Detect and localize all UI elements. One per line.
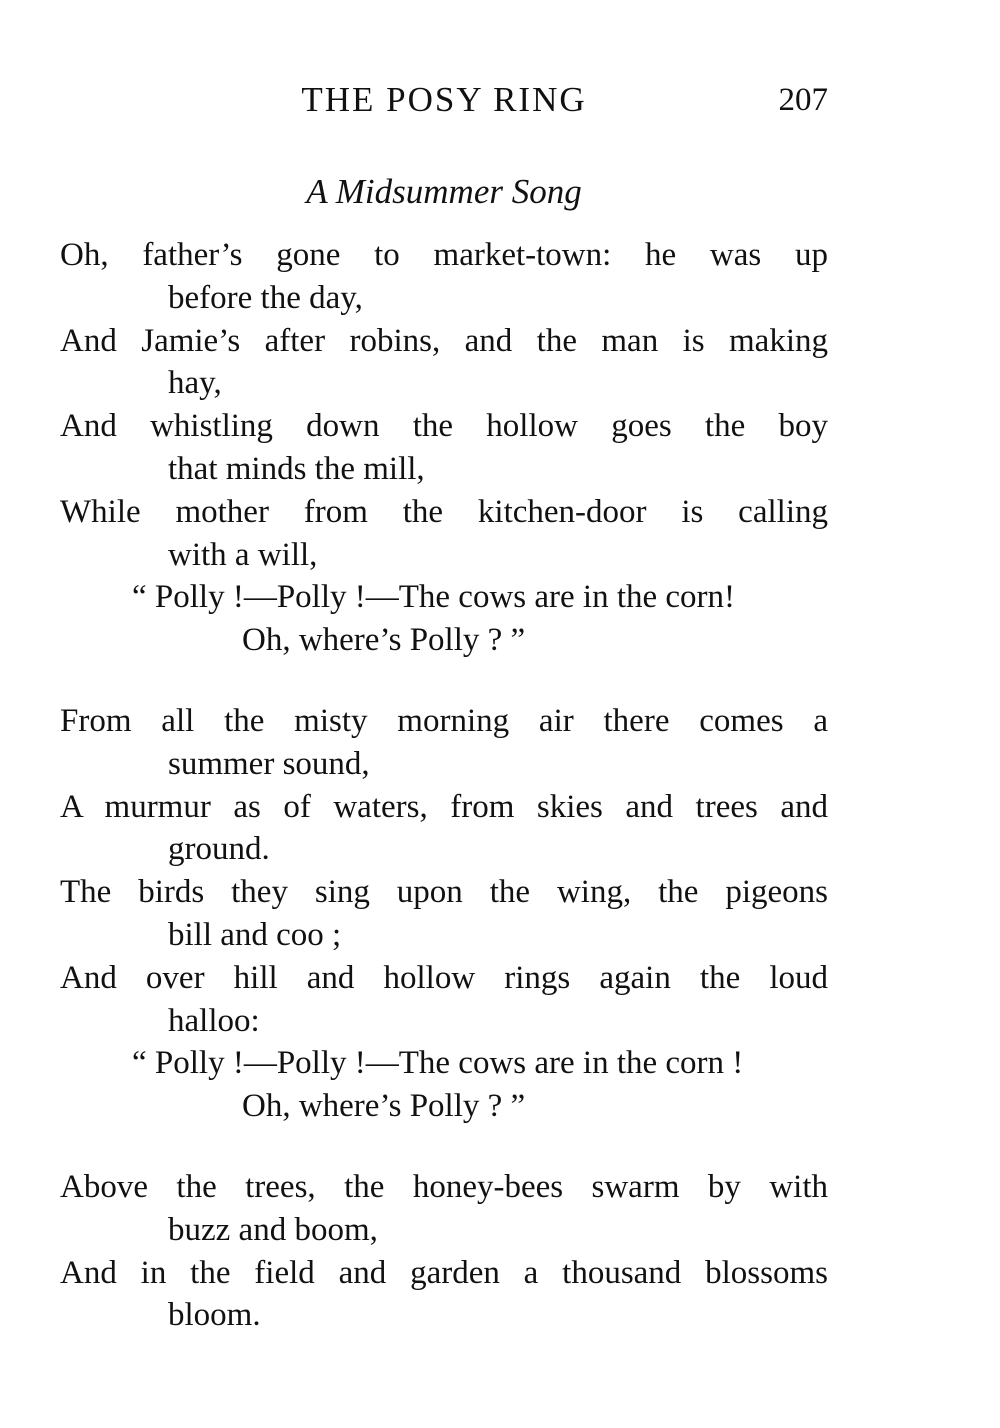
poem-line: Oh, father’s gone to market-town: he was up	[60, 237, 828, 273]
poem-body	[60, 234, 828, 1375]
poem-line: While mother from the kitchen-door is calling	[60, 493, 828, 530]
poem-line: bill and coo ;	[168, 916, 342, 953]
page-number: 207	[778, 82, 828, 118]
poem-line: ground.	[168, 831, 270, 868]
refrain-line: Oh, where’s Polly ? ”	[242, 622, 526, 659]
running-head	[60, 78, 828, 122]
poem-line: And over hill and hollow rings again the loud	[60, 959, 828, 996]
poem-line: The birds they sing upon the wing, the pigeons	[60, 874, 828, 911]
poem-line: From all the misty morning air there comes a	[60, 702, 828, 739]
poem-line: buzz and boom,	[168, 1211, 378, 1248]
refrain-line: Oh, where’s Polly ? ”	[242, 1088, 526, 1125]
refrain-line: “ Polly !—Polly !—The cows are in the corn !	[132, 1045, 744, 1082]
poem-line: bloom.	[168, 1297, 261, 1334]
poem-line: And Jamie’s after robins, and the man is making	[60, 322, 828, 359]
poem-line: summer sound,	[168, 745, 370, 782]
book-title: THE POSY RING	[301, 80, 587, 119]
poem-line: hay,	[168, 365, 222, 402]
poem-line: Above the trees, the honey-bees swarm by with	[60, 1168, 828, 1205]
poem-line: And whistling down the hollow goes the boy	[60, 408, 828, 445]
poem-title: A Midsummer Song	[306, 172, 582, 211]
poem-line: that minds the mill,	[168, 450, 425, 487]
stanza-3	[60, 1166, 828, 1337]
stanza-1	[60, 234, 828, 662]
refrain-line: “ Polly !—Polly !—The cows are in the corn!	[132, 579, 736, 616]
poem-line: A murmur as of waters, from skies and trees and	[60, 788, 828, 825]
poem-line: with a will,	[168, 536, 318, 573]
poem-line: before the day,	[168, 279, 363, 316]
poem-line: halloo:	[168, 1002, 260, 1039]
poem-line: And in the field and garden a thousand blossoms	[60, 1254, 828, 1291]
stanza-2	[60, 700, 828, 1128]
